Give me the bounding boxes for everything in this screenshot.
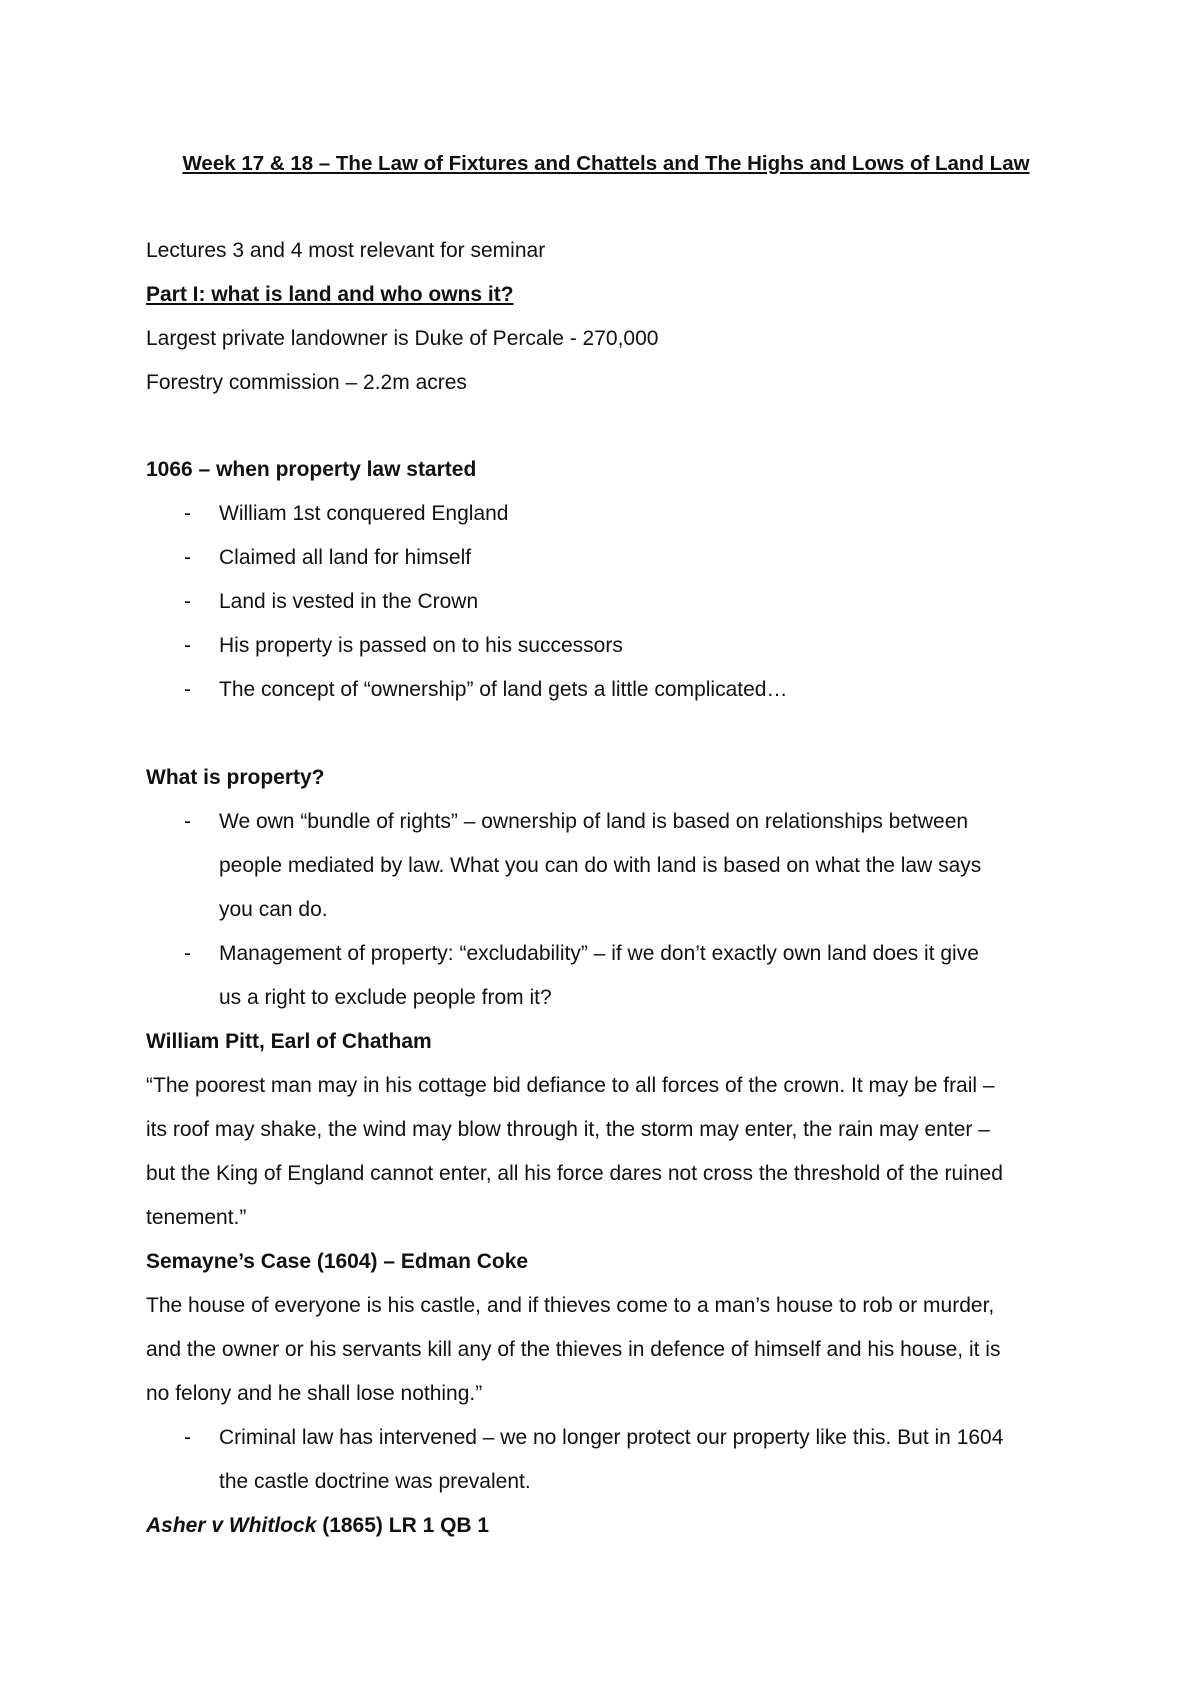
intro-text: Lectures 3 and 4 most relevant for seminar	[146, 239, 546, 262]
bullet-excludability-line: Management of property: “excludability” – if we don’t exactly own land does it give	[219, 942, 979, 965]
bullet-1066-item: Claimed all land for himself	[219, 546, 472, 569]
bullet-criminal-law-line: the castle doctrine was prevalent.	[219, 1470, 531, 1493]
asher-case-name: Asher v Whitlock	[146, 1514, 317, 1537]
bullet-1066-item: The concept of “ownership” of land gets a little complicated…	[219, 678, 788, 701]
bullet-property-line: We own “bundle of rights” – ownership of land is based on relationships between	[219, 810, 969, 833]
bullet-dash: -	[184, 502, 191, 525]
bullet-dash: -	[184, 810, 191, 833]
pitt-quote-line: but the King of England cannot enter, all his force dares not cross the threshold of the ruined	[146, 1162, 1003, 1185]
bullet-property-line: you can do.	[219, 898, 328, 921]
bullet-criminal-law-line: Criminal law has intervened – we no longer protect our property like this. But in 1604	[219, 1426, 1004, 1449]
bullet-dash: -	[184, 546, 191, 569]
heading-semayne: Semayne’s Case (1604) – Edman Coke	[146, 1250, 529, 1273]
pitt-quote-line: tenement.”	[146, 1206, 247, 1229]
semayne-quote-line: no felony and he shall lose nothing.”	[146, 1382, 483, 1405]
bullet-1066-item: William 1st conquered England	[219, 502, 509, 525]
bullet-dash: -	[184, 634, 191, 657]
bullet-dash: -	[184, 590, 191, 613]
bullet-excludability-line: us a right to exclude people from it?	[219, 986, 552, 1009]
pitt-quote-line: “The poorest man may in his cottage bid defiance to all forces of the crown. It may be frail –	[146, 1074, 995, 1097]
bullet-1066-item: His property is passed on to his successors	[219, 634, 623, 657]
asher-citation: (1865) LR 1 QB 1	[316, 1514, 490, 1537]
fact-landowner: Largest private landowner is Duke of Percale - 270,000	[146, 327, 659, 350]
heading-pitt: William Pitt, Earl of Chatham	[146, 1030, 432, 1053]
bullet-property-line: people mediated by law. What you can do with land is based on what the law says	[219, 854, 982, 877]
semayne-quote-line: The house of everyone is his castle, and if thieves come to a man’s house to rob or murder,	[146, 1294, 995, 1317]
bullet-1066-item: Land is vested in the Crown	[219, 590, 479, 613]
heading-what-is-property: What is property?	[146, 766, 325, 789]
part1-heading: Part I: what is land and who owns it?	[146, 283, 514, 306]
bullet-dash: -	[184, 678, 191, 701]
bullet-dash: -	[184, 942, 191, 965]
fact-forestry: Forestry commission – 2.2m acres	[146, 371, 467, 394]
pitt-quote-line: its roof may shake, the wind may blow through it, the storm may enter, the rain may enter –	[146, 1118, 990, 1141]
semayne-quote-line: and the owner or his servants kill any of the thieves in defence of himself and his house, it is	[146, 1338, 1001, 1361]
heading-1066: 1066 – when property law started	[146, 458, 477, 481]
document-title: Week 17 & 18 – The Law of Fixtures and Chattels and The Highs and Lows of Land Law	[182, 152, 1030, 175]
heading-asher	[146, 1512, 489, 1540]
bullet-dash: -	[184, 1426, 191, 1449]
